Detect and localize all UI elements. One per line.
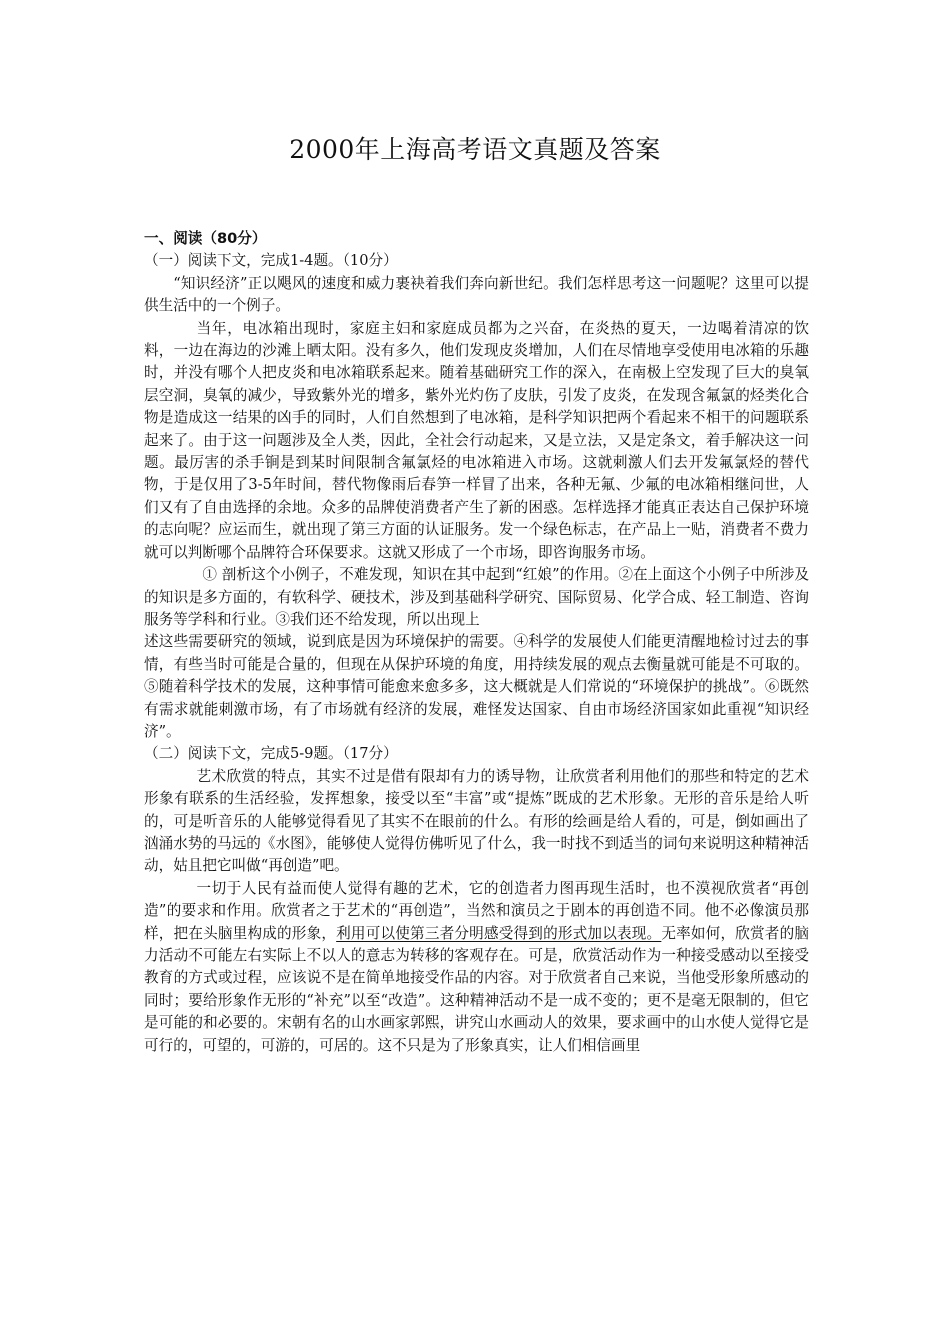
- document-body: [144, 228, 809, 1057]
- document-title: 2000年上海高考语文真题及答案: [289, 135, 661, 164]
- part1-paragraph-2: 当年，电冰箱出现时，家庭主妇和家庭成员都为之兴奋，在炎热的夏天，一边喝着清凉的饮料，一边在海边的沙滩上晒太阳。没有多久，他们发现皮炎增加，人们在尽情地享受使用电冰箱的乐趣时，并没有哪个人把皮炎和电冰箱联系起来。随着基础研究工作的深入，在南极上空发现了巨大的臭氧层空洞，臭氧的减少，导致紫外光的增多，紫外光灼伤了皮肤，引发了皮炎，在发现含氟氯的烃类化合物是造成这一结果的凶手的同时，人们自然想到了电冰箱，是科学知识把两个看起来不相干的问题联系起来了。由于这一问题涉及全人类，因此，全社会行动起来，又是立法，又是定条文，着手解决这一问题。最厉害的杀手锏是到某时间限制含氟氯烃的电冰箱进入市场。这就刺激人们去开发氟氯烃的替代物，于是仅用了3-5年时间，替代物像雨后春笋一样冒了出来，各种无氟、少氟的电冰箱相继问世，人们又有了自由选择的余地。众多的品牌使消费者产生了新的困惑。怎样选择才能真正表达自己保护环境的志向呢？应运而生，就出现了第三方面的认证服务。发一个绿色标志，在产品上一贴，消费者不费力就可以判断哪个品牌符合环保要求。这就又形成了一个市场，即咨询服务市场。: [144, 319, 809, 561]
- part1-paragraph-3b: 述这些需要研究的领域，说到底是因为环境保护的需要。④科学的发展使人们能更清醒地检讨过去的事情，有些当时可能是合量的，但现在从保护环境的角度，用持续发展的观点去衡量就可能是不可取的。⑤随着科学技术的发展，这种事情可能愈来愈多多，这大概就是人们常说的“环境保护的挑战”。⑥既然有需求就能刺激市场，有了市场就有经济的发展，难怪发达国家、自由市场经济国家如此重视“知识经济”。: [144, 633, 809, 740]
- part2-instruction: （二）阅读下文，完成5-9题。（17分）: [144, 745, 398, 763]
- section-heading: 一、阅读（80分）: [144, 230, 267, 247]
- part2-underlined-sentence: 利用可以使第三者分明感受得到的形式加以表现。: [336, 924, 662, 942]
- part2-paragraph-2: [144, 878, 809, 1057]
- part1-paragraph-1: “知识经济”正以飓风的速度和威力裹袂着我们奔向新世纪。我们怎样思考这一问题呢？这里可以提供生活中的一个例子。: [144, 274, 809, 315]
- part2-paragraph-1: 艺术欣赏的特点，其实不过是借有限却有力的诱导物，让欣赏者利用他们的那些和特定的艺术形象有联系的生活经验，发挥想象，接受以至“丰富”或“提炼”既成的艺术形象。无形的音乐是给人听的，可是听音乐的人能够觉得看见了其实不在眼前的什么。有形的绘画是给人看的，可是，倒如画出了汹涌水势的马远的《水图》，能够使人觉得仿佛听见了什么，我一时找不到适当的词句来说明这种精神活动，姑且把它叫做“再创造”吧。: [144, 767, 809, 875]
- part1-instruction: （一）阅读下文，完成1-4题。（10分）: [144, 252, 398, 270]
- part2-paragraph-2-text-before: 一切于人民有益而使人觉得有趣的艺术，它的创造者力图再现生活时，也不漠视欣赏者“再创造”的要求和作用。欣赏者之于艺术的“再创造”，当然和演员之于剧本的再创造不同。他不必像演员那样，把在头脑里构成的形象，: [144, 879, 809, 942]
- part1-paragraph-3a: ① 剖析这个小例子，不难发现，知识在其中起到“红娘”的作用。②在上面这个小例子中所涉及的知识是多方面的，有软科学、硬技术，涉及到基础科学研究、国际贸易、化学合成、轻工制造、咨询服务等学科和行业。③我们还不给发现，所以出现上: [144, 566, 809, 628]
- part2-paragraph-2-text-after: 无率如何，欣赏者的脑力活动不可能左右实际上不以人的意志为转移的客观存在。可是，欣赏活动作为一种接受感动以至接受教育的方式或过程，应该说不是在简单地接受作品的内容。对于欣赏者自己来说，当他受形象所感动的同时；要给形象作无形的“补充”以至“改造”。这种精神活动不是一成不变的；更不是毫无限制的，但它是可能的和必要的。宋朝有名的山水画家郭熙，讲究山水画动人的效果，要求画中的山水使人觉得它是可行的，可望的，可游的，可居的。这不只是为了形象真实，让人们相信画里: [144, 924, 809, 1054]
